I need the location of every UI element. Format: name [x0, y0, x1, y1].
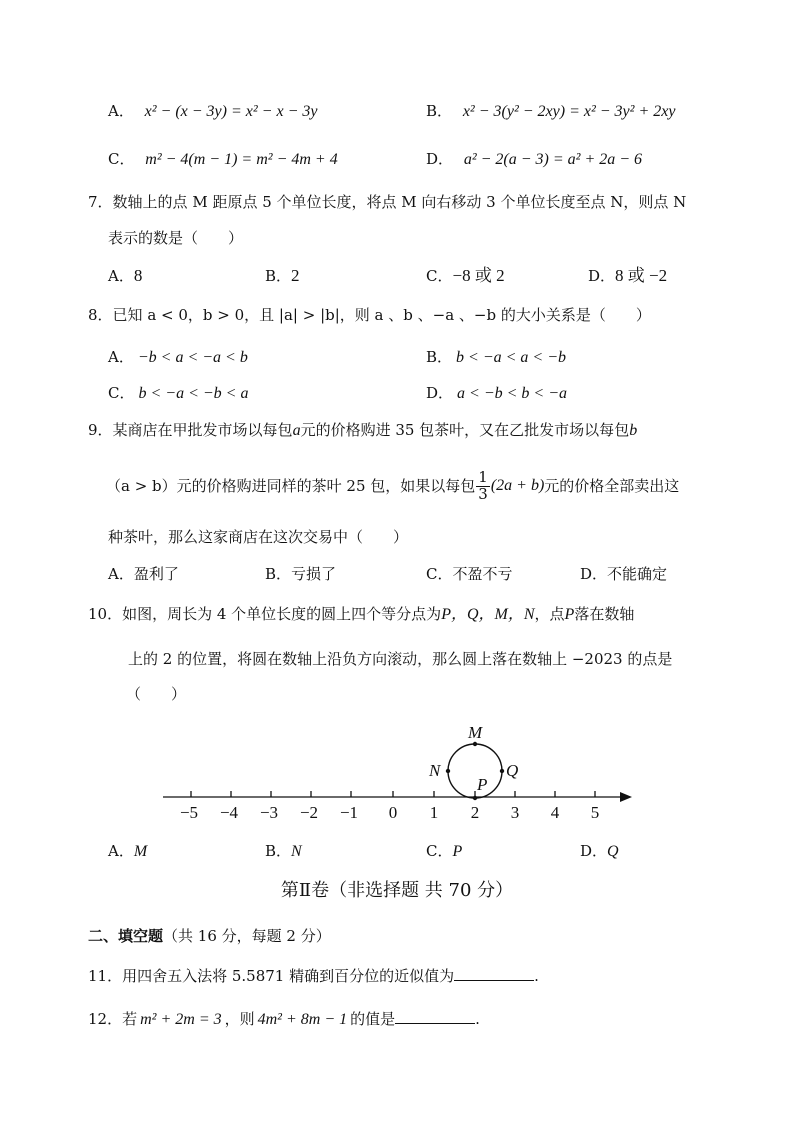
q10-option-c: [426, 844, 462, 860]
tick-label: −4: [219, 803, 239, 822]
option-label: A．: [108, 565, 134, 583]
question-number: 8．: [88, 306, 113, 324]
option-text: 8 或 −2: [615, 266, 668, 285]
option-text: 不能确定: [607, 565, 668, 583]
option-text: 不盈不亏: [452, 565, 513, 583]
question-text: 元的价格购进 35 包茶叶，又在乙批发市场以每包: [300, 421, 630, 439]
point-m-dot: [473, 742, 477, 746]
q9-stem-line2: [106, 470, 679, 503]
q8-option-b: [426, 350, 566, 366]
option-text: 亏损了: [291, 565, 337, 583]
variable-a: a: [292, 422, 301, 439]
rolling-circle: [448, 744, 502, 798]
tick-label: −5: [179, 803, 199, 822]
point-q-label: Q: [506, 761, 519, 780]
point-p-label: P: [477, 775, 488, 794]
option-label: C．: [426, 267, 453, 285]
tick-label: 2: [470, 803, 480, 822]
q7-option-a: [108, 267, 142, 284]
variable-p: P: [564, 606, 575, 623]
question-text: 用四舍五入法将 5.5871 精确到百分位的近似值为: [122, 967, 455, 985]
variable-b: b: [629, 422, 638, 439]
question-number: 7．: [88, 193, 113, 211]
option-label: A．: [108, 267, 134, 285]
question-text: 落在数轴: [574, 605, 635, 623]
option-text: b < −a < a < −b: [456, 349, 567, 366]
question-text: 元的价格全部卖出这: [544, 476, 680, 495]
q11: [88, 966, 539, 984]
question-number: 10．: [88, 605, 123, 623]
answer-blank[interactable]: [454, 966, 534, 981]
tick-labels: [180, 803, 599, 822]
q8-option-a: [108, 350, 248, 366]
question-text: 种茶叶，那么这家商店在这次交易中（ ）: [108, 528, 409, 546]
q7-option-c: [426, 267, 505, 284]
option-text: −b < a < −a < b: [137, 349, 248, 366]
q7-option-b: [265, 267, 300, 284]
question-number: 12．: [88, 1010, 123, 1028]
question-text: 数轴上的点 M 距原点 5 个单位长度，将点 M 向右移动 3 个单位长度至点 N，则点 N: [112, 193, 687, 211]
tick-label: 0: [388, 803, 398, 822]
q6-option-b: [426, 104, 675, 120]
question-number: 11．: [88, 967, 123, 985]
section-heading: [88, 929, 331, 944]
tick-label: −3: [259, 803, 279, 822]
option-text: 2: [291, 266, 300, 285]
option-label: A．: [108, 348, 134, 366]
q9-option-a: [108, 567, 179, 582]
option-label: C．: [426, 842, 453, 860]
point-p-dot: [473, 796, 477, 800]
section-title: 二、填空题: [88, 927, 164, 945]
q10-option-a: [108, 844, 147, 860]
option-label: D．: [580, 842, 608, 860]
option-text: P: [452, 843, 463, 860]
option-label: D．: [588, 267, 616, 285]
option-expression: x² − 3(y² − 2xy) = x² − 3y² + 2xy: [462, 103, 676, 120]
option-label: B．: [265, 565, 292, 583]
question-text: ，则: [224, 1010, 255, 1028]
q9-stem-line1: [88, 423, 637, 439]
question-text: （a > b）元的价格购进同样的茶叶 25 包，如果以每包: [106, 476, 476, 495]
question-text: （ ）: [126, 685, 187, 703]
option-text: a < −b < b < −a: [457, 385, 568, 402]
option-label: B．: [426, 348, 453, 366]
q10-stem-line1: [88, 607, 634, 623]
q6-option-d: [426, 152, 642, 168]
q8-option-d: [426, 386, 567, 402]
tick-label: 4: [550, 803, 560, 822]
option-text: 8: [133, 266, 143, 285]
question-text: .: [475, 1010, 480, 1028]
question-text: 表示的数是（ ）: [108, 229, 244, 247]
tick-marks: [191, 791, 595, 797]
question-number: 9．: [88, 421, 113, 439]
question-text: ，点: [534, 605, 565, 623]
tick-label: 3: [510, 803, 520, 822]
option-label: C．: [108, 150, 135, 168]
fraction-denominator: 3: [478, 484, 488, 503]
tick-label: 5: [590, 803, 600, 822]
section-note: （共 16 分，每题 2 分）: [163, 927, 331, 945]
part-two-title: 第Ⅱ卷（非选择题 共 70 分）: [280, 880, 514, 901]
point-n-dot: [446, 769, 450, 773]
q7-stem-line1: [88, 195, 686, 210]
option-label: D．: [426, 150, 454, 168]
math-expression: 4m² + 8m − 1: [257, 1011, 348, 1028]
option-expression: x² − (x − 3y) = x² − x − 3y: [144, 103, 318, 120]
question-text: 某商店在甲批发市场以每包: [112, 421, 293, 439]
option-label: C．: [426, 565, 453, 583]
option-expression: m² − 4(m − 1) = m² − 4m + 4: [145, 151, 338, 168]
option-expression: a² − 2(a − 3) = a² + 2a − 6: [463, 151, 643, 168]
option-text: 盈利了: [133, 565, 179, 583]
q8-option-c: [108, 386, 248, 402]
point-list: P，Q，M，N: [441, 606, 535, 623]
question-text: 若: [122, 1010, 138, 1028]
q10-option-b: [265, 844, 302, 860]
tick-label: −2: [299, 803, 319, 822]
q9-option-c: [426, 567, 513, 582]
question-text: 如图，周长为 4 个单位长度的圆上四个等分点为: [122, 605, 442, 623]
q8-stem: [88, 308, 651, 323]
option-text: N: [291, 843, 302, 860]
tick-label: 1: [429, 803, 439, 822]
option-label: B．: [265, 842, 292, 860]
option-text: −8 或 2: [452, 266, 505, 285]
q9-option-b: [265, 567, 336, 582]
q6-option-a: [108, 104, 317, 120]
question-text: .: [534, 967, 539, 985]
option-label: A．: [108, 102, 134, 120]
fraction-numerator: 1: [478, 468, 488, 486]
option-label: D．: [580, 565, 608, 583]
number-line-figure: [0, 710, 794, 830]
option-label: B．: [265, 267, 292, 285]
option-text: b < −a < −b < a: [138, 385, 249, 402]
q10-stem-line2: [128, 652, 672, 667]
option-label: D．: [426, 384, 454, 402]
option-text: Q: [607, 843, 619, 860]
option-label: A．: [108, 842, 134, 860]
q10-option-d: [580, 844, 619, 860]
axis-arrow-icon: [620, 792, 632, 802]
q12: [88, 1009, 480, 1028]
question-text: 上的 2 的位置，将圆在数轴上沿负方向滚动，那么圆上落在数轴上 −2023 的点是: [128, 650, 673, 668]
q9-option-d: [580, 567, 667, 582]
q6-option-c: [108, 152, 338, 168]
q10-stem-line3: [126, 687, 186, 702]
point-n-label: N: [429, 761, 441, 780]
q7-stem-line2: [108, 231, 243, 246]
q9-stem-line3: [108, 530, 408, 545]
question-text: 已知 a < 0，b > 0，且 |a| > |b|，则 a 、b 、−a 、−b 的大小关系是（ ）: [112, 306, 651, 324]
option-label: B．: [426, 102, 453, 120]
math-expression: m² + 2m = 3: [140, 1011, 222, 1028]
q7-option-d: [588, 267, 667, 284]
point-q-dot: [500, 769, 504, 773]
point-m-label: M: [468, 723, 483, 742]
option-text: M: [133, 843, 148, 860]
option-label: C．: [108, 384, 135, 402]
tick-label: −1: [339, 803, 359, 822]
fraction-one-third: [476, 470, 490, 503]
math-expression: (2a + b): [490, 477, 545, 495]
question-text: 的值是: [350, 1010, 396, 1028]
answer-blank[interactable]: [395, 1009, 475, 1024]
